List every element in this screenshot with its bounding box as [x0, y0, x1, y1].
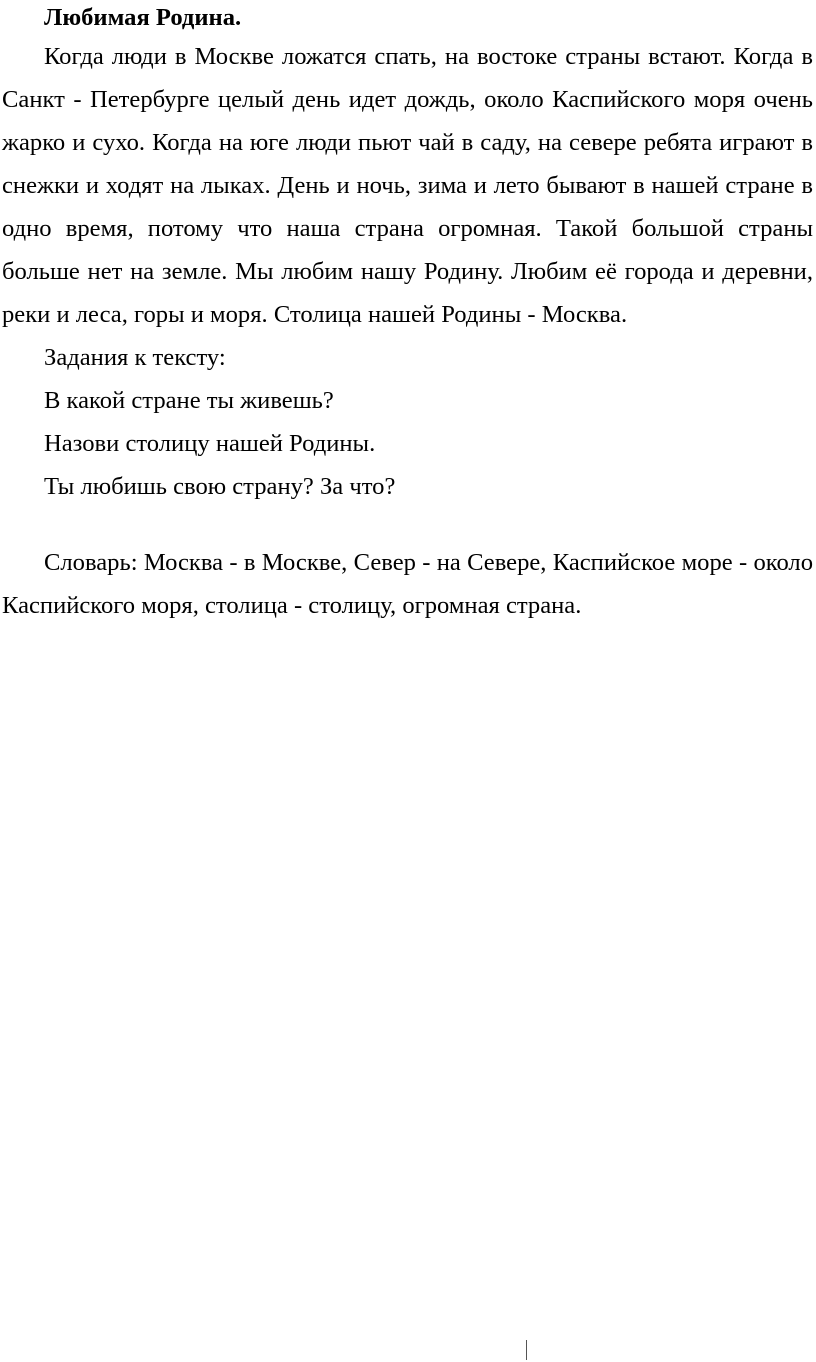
question-2: Назови столицу нашей Родины. [44, 430, 376, 457]
tasks-heading: Задания к тексту: [44, 344, 226, 371]
question-1: В какой стране ты живешь? [44, 387, 334, 414]
vocabulary-paragraph: Словарь: Москва - в Москве, Север - на Севере, Каспийское море - около Каспийского моря, столица - столицу, огромная страна. [2, 549, 813, 619]
question-3: Ты любишь свою страну? За что? [44, 473, 396, 500]
text-cursor [526, 1340, 527, 1360]
document-title: Любимая Родина. [44, 4, 242, 31]
main-text-paragraph: Когда люди в Москве ложатся спать, на востоке страны встают. Когда в Санкт - Петербурге целый день идет дождь, около Каспийского моря очень жарко и сухо. Когда на юге люди пьют чай в саду, на севере ребята играют в снежки и ходят на лыках. День и ночь, зима и лето бывают в нашей стране в одно время, потому что наша страна огромная. Такой большой страны больше нет на земле. Мы любим нашу Родину. Любим её города и деревни, реки и леса, горы и моря. Столица нашей Родины - Москва. [2, 43, 813, 328]
